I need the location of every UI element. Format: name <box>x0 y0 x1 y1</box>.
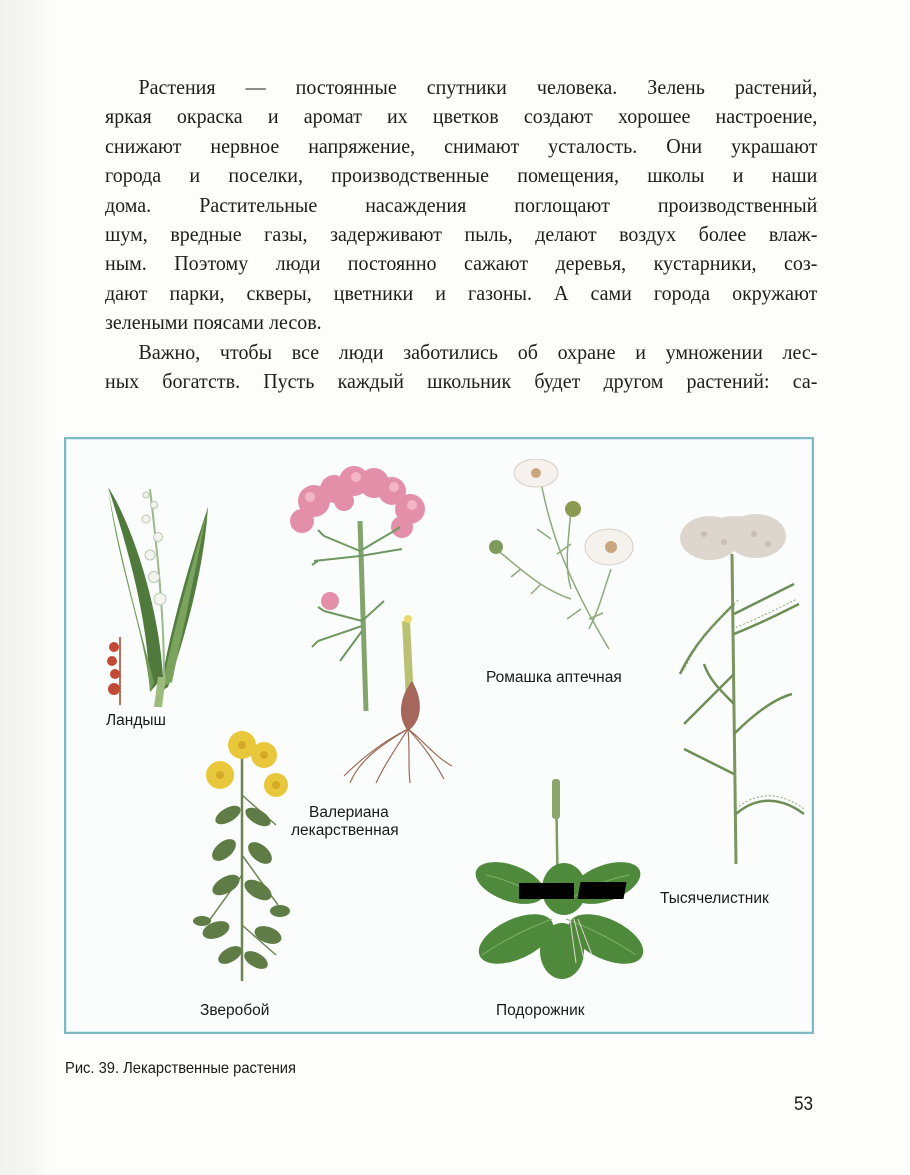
label-valerian-line2: лекарственная <box>291 822 399 839</box>
label-valerian-line1: Валериана <box>309 804 389 821</box>
paragraph-1 <box>105 73 817 338</box>
body-text <box>105 73 817 396</box>
text-line: Важно, чтобы все люди заботились об охране и умножении лес- <box>138 339 818 364</box>
text-line: снижают нервное напряжение, снимают усталость. Они украшают <box>105 133 818 158</box>
yarrow-illustration <box>664 514 814 874</box>
text-line: ных богатств. Пусть каждый школьник будет другом растений: са- <box>105 369 818 394</box>
figure-frame <box>64 437 814 1034</box>
lily-of-the-valley-illustration <box>88 477 238 707</box>
text-line: Растения — постоянные спутники человека. Зелень растений, <box>138 75 818 99</box>
chamomile-illustration <box>481 459 661 659</box>
paragraph-2 <box>105 338 817 397</box>
label-lily-of-the-valley: Ландыш <box>106 712 166 729</box>
text-line: дома. Растительные насаждения поглощают производственный <box>105 192 818 217</box>
text-line: ным. Поэтому люди постоянно сажают деревья, кустарники, соз- <box>105 251 818 276</box>
figure-caption: Рис. 39. Лекарственные растения <box>65 1060 296 1077</box>
redaction-block <box>519 883 574 899</box>
text-line: яркая окраска и аромат их цветков создают хорошее настроение, <box>105 104 818 129</box>
text-line: зелеными поясами лесов. <box>105 310 322 335</box>
text-line: шум, вредные газы, задерживают пыль, делают воздух более влаж- <box>105 222 818 247</box>
st-johns-wort-illustration <box>186 725 296 985</box>
text-line: дают парки, скверы, цветники и газоны. А сами города окружают <box>105 280 818 305</box>
redaction-block <box>578 882 627 899</box>
page-gutter-shadow <box>0 0 52 1175</box>
label-yarrow: Тысячелистник <box>660 890 769 907</box>
text-line: города и поселки, производственные помещения, школы и наши <box>105 163 818 188</box>
label-plantain: Подорожник <box>496 1002 585 1019</box>
valerian-illustration <box>284 461 454 791</box>
label-st-johns-wort: Зверобой <box>200 1002 270 1019</box>
page-number: 53 <box>794 1094 814 1115</box>
label-chamomile: Ромашка аптечная <box>486 669 622 686</box>
plantain-illustration <box>466 779 646 979</box>
